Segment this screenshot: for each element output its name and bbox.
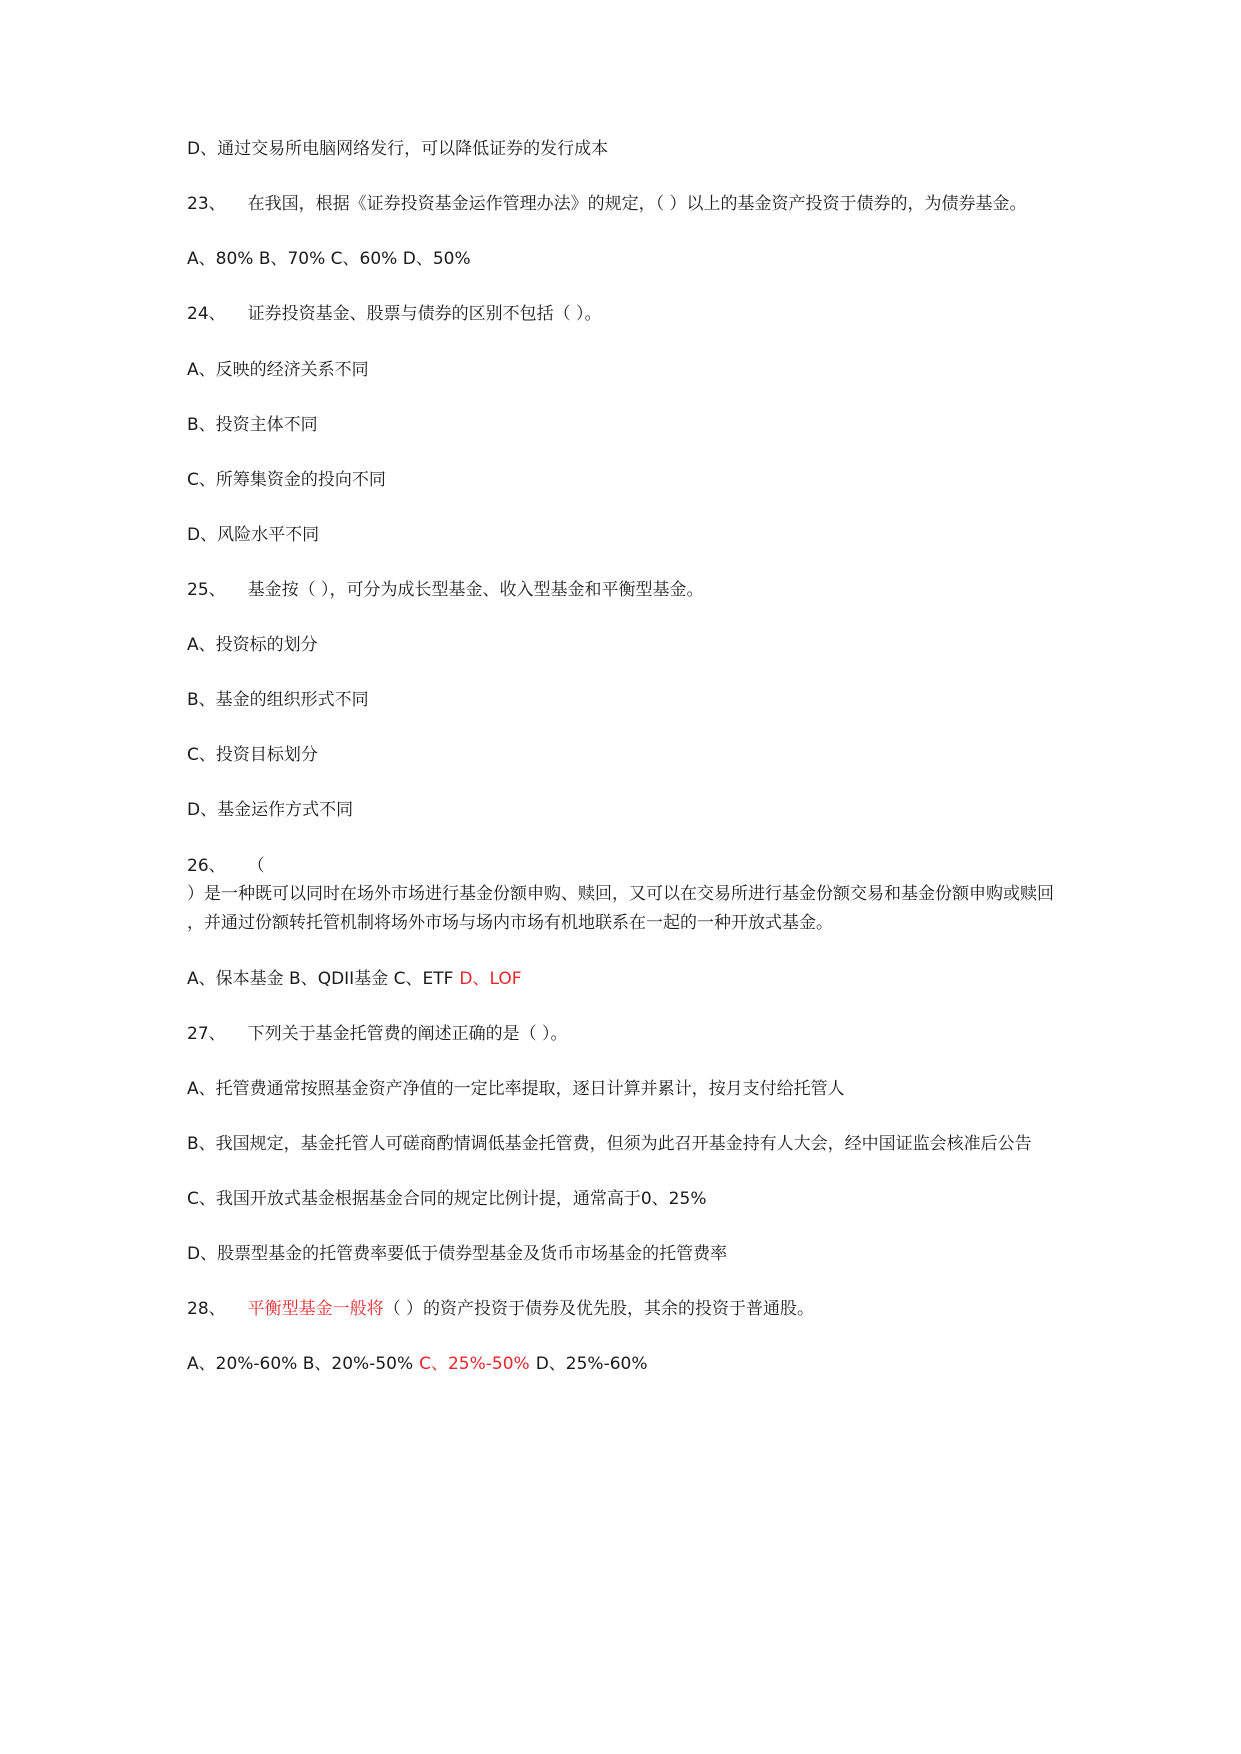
- answers-28-highlight: C、25%-50%: [419, 1354, 530, 1374]
- option-d-22: D、通过交易所电脑网络发行，可以降低证券的发行成本: [187, 139, 609, 159]
- question-number: 23、: [187, 194, 226, 214]
- option-27-a: A、托管费通常按照基金资产净值的一定比率提取，逐日计算并累计，按月支付给托管人: [187, 1079, 845, 1099]
- question-text: 证券投资基金、股票与债券的区别不包括（ ）。: [247, 304, 602, 324]
- question-27: [187, 1023, 568, 1045]
- question-number: 25、: [187, 580, 226, 600]
- question-text: 基金按（ ），可分为成长型基金、收入型基金和平衡型基金。: [247, 580, 704, 600]
- option-24-a: A、反映的经济关系不同: [187, 360, 369, 380]
- answers-26-options: A、保本基金 B、QDII基金 C、ETF: [187, 969, 454, 989]
- question-text: （ ）的资产投资于债券及优先股，其余的投资于普通股。: [383, 1299, 815, 1319]
- question-number: 24、: [187, 304, 226, 324]
- option-25-b: B、基金的组织形式不同: [187, 690, 369, 710]
- option-24-c: C、所筹集资金的投向不同: [187, 470, 386, 490]
- option-27-d: D、股票型基金的托管费率要低于债券型基金及货币市场基金的托管费率: [187, 1244, 728, 1264]
- option-25-c: C、投资目标划分: [187, 745, 318, 765]
- answers-26: [187, 968, 522, 990]
- question-highlight: 平衡型基金一般将: [247, 1299, 384, 1319]
- answers-26-highlight: D、LOF: [459, 969, 522, 989]
- question-26-line-3: ，并通过份额转托管机制将场外市场与场内市场有机地联系在一起的一种开放式基金。: [187, 913, 833, 933]
- option-27-b: B、我国规定，基金托管人可磋商酌情调低基金托管费，但须为此召开基金持有人大会，经中国证监会核准后公告: [187, 1134, 1032, 1154]
- answers-28-after: D、25%-60%: [535, 1354, 648, 1374]
- question-25: [187, 579, 704, 601]
- question-26-line-2: ）是一种既可以同时在场外市场进行基金份额申购、赎回，又可以在交易所进行基金份额交易和基金份额申购或赎回: [187, 884, 1054, 904]
- answers-28: [187, 1353, 647, 1375]
- question-text: 下列关于基金托管费的阐述正确的是（ ）。: [247, 1024, 568, 1044]
- question-text: 在我国，根据《证券投资基金运作管理办法》的规定，（ ）以上的基金资产投资于债券的，为债券基金。: [247, 194, 1027, 214]
- question-23: [187, 193, 1027, 215]
- option-24-b: B、投资主体不同: [187, 415, 318, 435]
- option-24-d: D、风险水平不同: [187, 525, 320, 545]
- question-26: [187, 855, 265, 877]
- option-25-d: D、基金运作方式不同: [187, 800, 354, 820]
- answers-28-before: A、20%-60% B、20%-50%: [187, 1354, 414, 1374]
- option-27-c: C、我国开放式基金根据基金合同的规定比例计提，通常高于0、25%: [187, 1189, 707, 1209]
- question-number: 26、: [187, 856, 226, 876]
- question-number: 28、: [187, 1299, 226, 1319]
- question-text: （: [247, 856, 265, 876]
- question-number: 27、: [187, 1024, 226, 1044]
- answers-23: A、80% B、70% C、60% D、50%: [187, 249, 471, 269]
- question-24: [187, 303, 602, 325]
- option-25-a: A、投资标的划分: [187, 635, 318, 655]
- question-28: [187, 1298, 814, 1320]
